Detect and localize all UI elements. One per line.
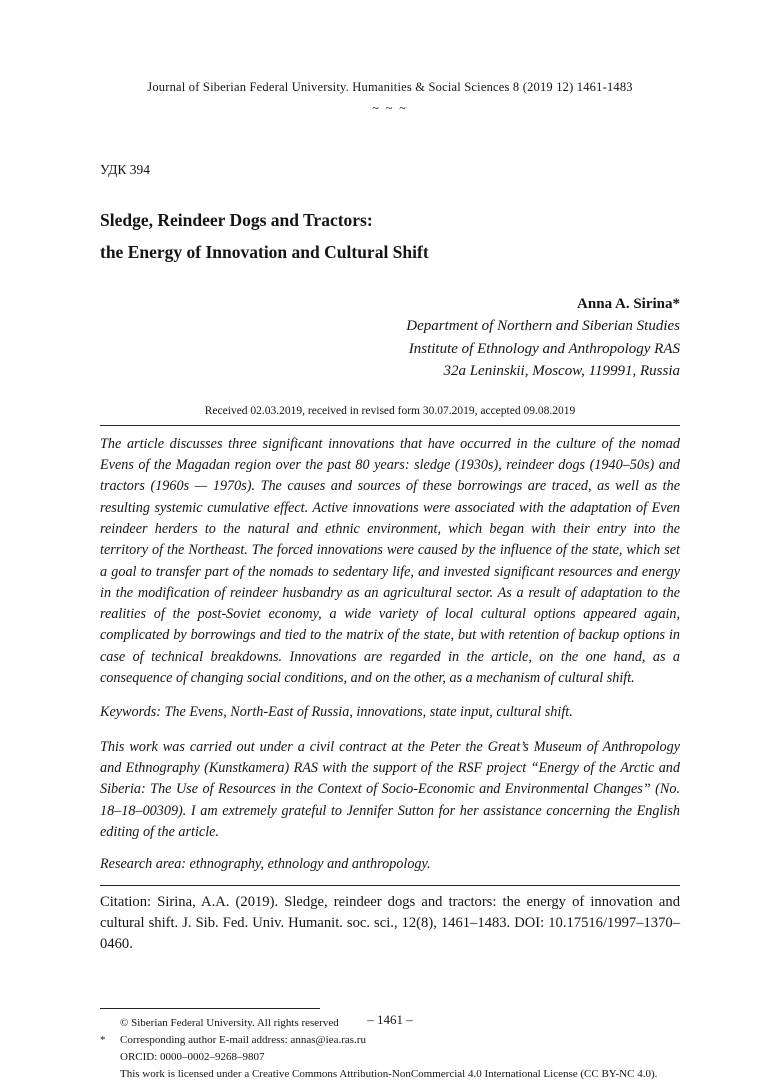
footnote-license: This work is licensed under a Creative Commons Attribution-NonCommercial 4.0 International License (CC BY-NC 4.0). xyxy=(120,1067,658,1080)
citation-text: Citation: Sirina, A.A. (2019). Sledge, reindeer dogs and tractors: the energy of innovation and cultural shift. J. Sib. Fed. Univ. Humanit. soc. sci., 12(8), 1461–1483. DOI: 10.17516/1997–1370–0460. xyxy=(100,894,680,953)
keywords-line: Keywords: The Evens, North-East of Russia, innovations, state input, cultural shift. xyxy=(100,704,573,721)
article-title-line2: the Energy of Innovation and Cultural Shift xyxy=(100,242,429,263)
footnote-asterisk: * xyxy=(100,1033,106,1046)
article-content xyxy=(100,80,680,1083)
journal-header: Journal of Siberian Federal University. Humanities & Social Sciences 8 (2019 12) 1461-1483 xyxy=(147,80,633,94)
author-name: Anna A. Sirina* xyxy=(577,295,680,312)
research-area-line: Research area: ethnography, ethnology and anthropology. xyxy=(100,856,431,873)
udk-code: УДК 394 xyxy=(100,162,151,177)
citation-top-rule xyxy=(100,885,680,886)
author-affiliation-institute: Institute of Ethnology and Anthropology RAS xyxy=(408,340,680,357)
abstract-top-rule xyxy=(100,425,680,426)
abstract-text: The article discusses three significant innovations that have occurred in the culture of the nomad Evens of the Magadan region over the past 80 years: sledge (1930s), reindeer dogs (1940–50s) and tractors (1960s — 1970s). The causes and sources of these borrowings are traced, as well as the resulting systemic cumulative effect. Active innovations were associated with the adaptation of Even reindeer herders to the natural and ethnic environment, which began with their entry into the territory of the Northeast. The forced innovations were caused by the influence of the state, which set a goal to transfer part of the nomads to sedentary life, and invested significant resources and energy in the modification of reindeer husbandry as an agricultural sector. As a result of adaptation to the realities of the post-Soviet economy, a wide variety of local cultural options appeared again, complicated by borrowings and tied to the matrix of the state, but with retention of backup options in case of technical breakdowns. Innovations are regarded in the article, on the one hand, as a consequence of changing social conditions, and on the other, as a mechanism of cultural shift. xyxy=(100,435,680,687)
received-dates: Received 02.03.2019, received in revised form 30.07.2019, accepted 09.08.2019 xyxy=(204,404,576,417)
tilde-separator: ~ ~ ~ xyxy=(372,101,408,115)
page-number: – 1461 – xyxy=(367,1012,413,1027)
footnote-rule xyxy=(100,1008,320,1009)
footnote-orcid: ORCID: 0000–0002–9268–9807 xyxy=(120,1050,265,1063)
footnote-email: Corresponding author E-mail address: annas@iea.ras.ru xyxy=(120,1033,366,1046)
footnote-copyright: © Siberian Federal University. All rights reserved xyxy=(120,1016,339,1029)
author-affiliation-address: 32a Leninskii, Moscow, 119991, Russia xyxy=(443,363,680,380)
author-affiliation-department: Department of Northern and Siberian Studies xyxy=(406,318,680,335)
author-block xyxy=(100,293,680,383)
footnote-corresponding-author xyxy=(100,1032,680,1049)
article-title-line1: Sledge, Reindeer Dogs and Tractors: xyxy=(100,210,373,230)
acknowledgment-text: This work was carried out under a civil contract at the Peter the Great’s Museum of Anthropology and Ethnography (Kunstkamera) RAS with the support of the RSF project “Energy of the Arctic and Siberia: The Use of Resources in the Context of Socio-Economic and Environmental Changes” (No. 18–18–00309). I am extremely grateful to Jennifer Sutton for her assistance concerning the English editing of the article. xyxy=(100,738,680,840)
article-title xyxy=(100,204,680,269)
